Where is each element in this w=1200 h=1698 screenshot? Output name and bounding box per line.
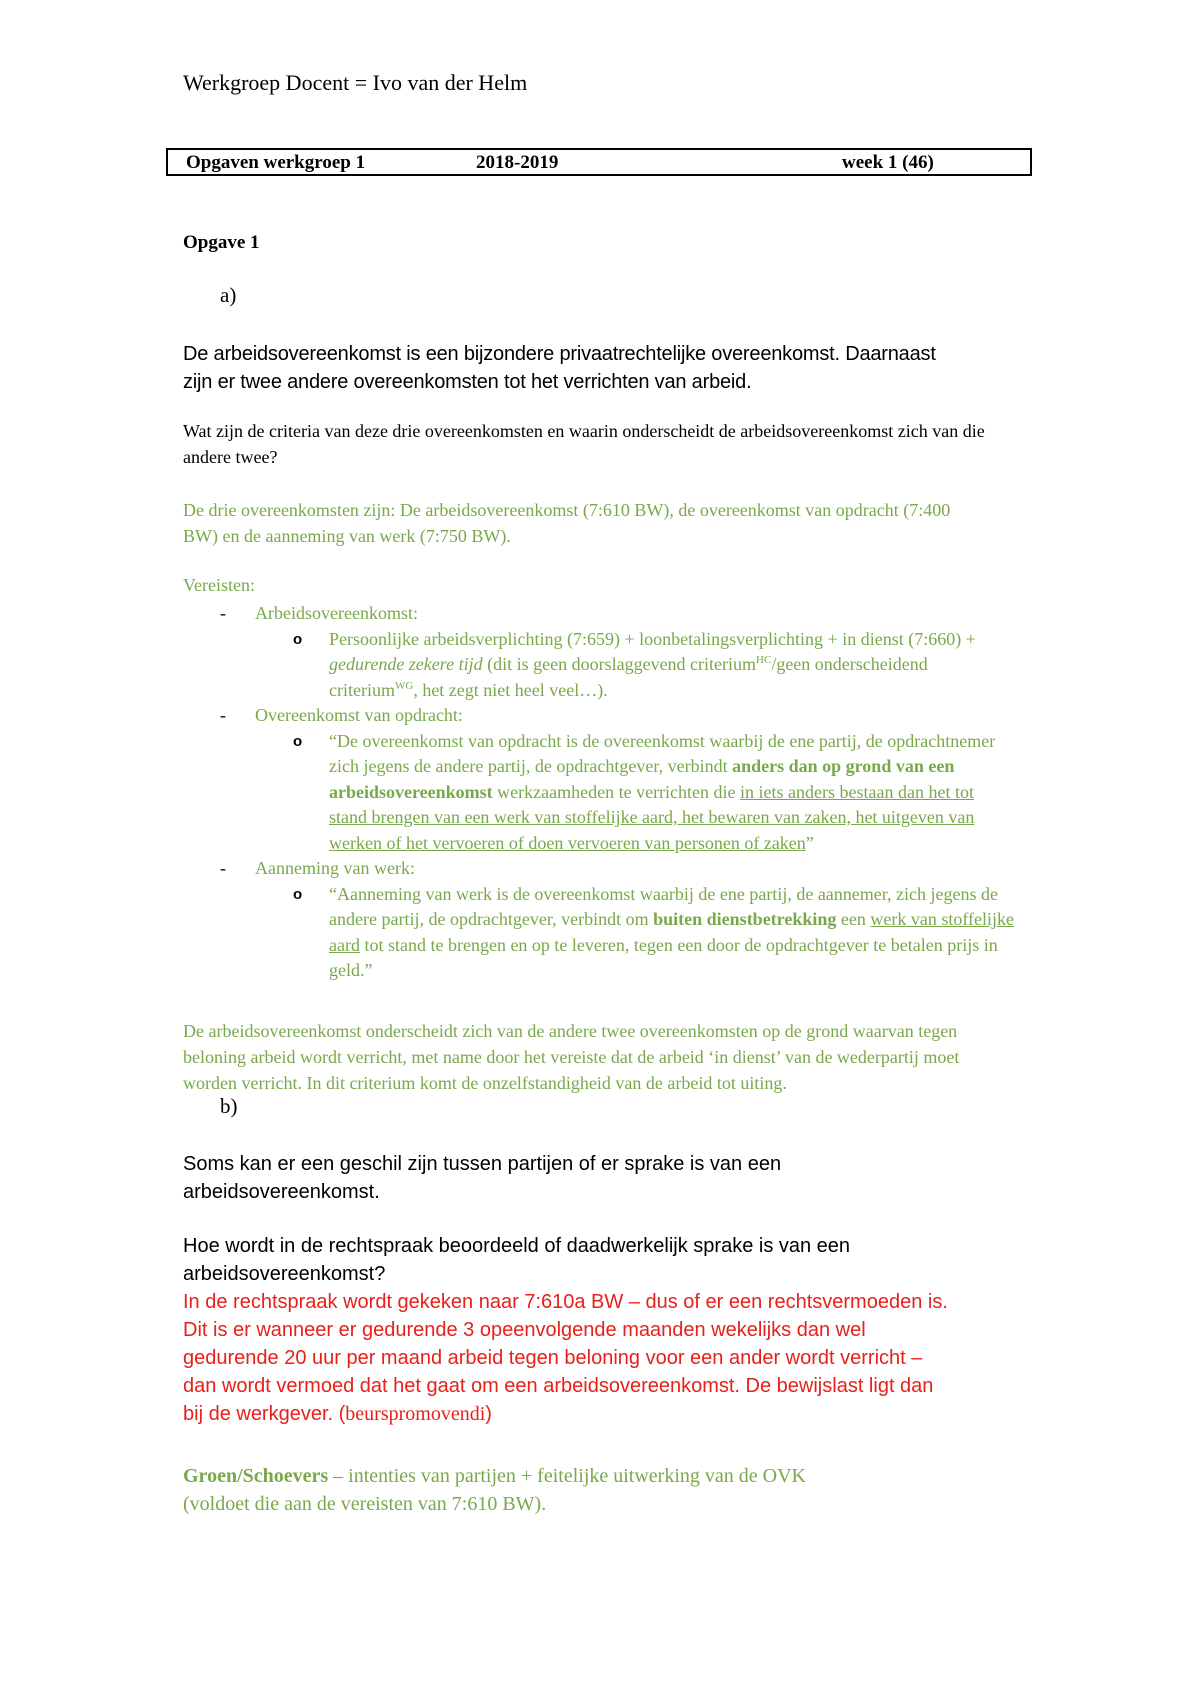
sub-list-item <box>183 882 1183 984</box>
item-text: “De overeenkomst van opdracht is de overeenkomst waarbij de ene partij, de opdrachtnemer <box>329 730 996 751</box>
item-underline: werk van stoffelijke <box>870 909 1014 929</box>
case-name: Groen/Schoevers <box>183 1465 329 1487</box>
item-text: tot stand te brengen en op te leveren, tegen een door de opdrachtgever te betalen prijs in <box>359 934 998 955</box>
question-line: Wat zijn de criteria van deze drie overeenkomsten en waarin onderscheidt de arbeidsovereenkomst zich van die <box>183 421 985 441</box>
case-text: – intenties van partijen + feitelijke uitwerking van de OVK <box>328 1465 806 1487</box>
circle-bullet-icon: o <box>293 732 303 750</box>
circle-bullet-icon: o <box>293 630 303 648</box>
item-bold: anders dan op grond van een <box>732 756 955 776</box>
part-b-question <box>183 1232 1043 1288</box>
list-item <box>183 703 1183 729</box>
part-a-intro <box>183 340 1043 396</box>
header-line: Werkgroep Docent = Ivo van der Helm <box>183 70 528 95</box>
title-middle: 2018-2019 <box>476 152 559 173</box>
item-text: geld.” <box>329 960 373 980</box>
case-reference <box>183 1462 1043 1518</box>
item-text: andere partij, de opdrachtgever, verbindt om <box>329 909 654 929</box>
intro-line: zijn er twee andere overeenkomsten tot het verrichten van arbeid. <box>183 371 752 393</box>
case-text: (voldoet die aan de vereisten van 7:610 BW). <box>183 1493 547 1515</box>
item-underline: werken of het vervoeren of doen vervoeren van personen of zaken <box>329 832 806 853</box>
title-right: week 1 (46) <box>842 152 934 173</box>
intro-line: arbeidsovereenkomst. <box>183 1181 380 1203</box>
item-text: werkzaamheden te verrichten die <box>492 781 741 802</box>
answer-line: Dit is er wanneer er gedurende 3 opeenvolgende maanden wekelijks dan wel <box>183 1319 866 1341</box>
sub-list-item <box>183 627 1183 704</box>
item-text: zich jegens de andere partij, de opdrachtgever, verbindt <box>329 756 733 776</box>
item-text: , het zegt niet heel veel…). <box>413 679 608 700</box>
item-underline: stand brengen van een werk van stoffelijke aard, het bewaren van zaken, het uitgeven van <box>329 807 975 827</box>
answer-line: In de rechtspraak wordt gekeken naar 7:610a BW – dus of er een rechtsvermoeden is. <box>183 1291 948 1313</box>
title-box <box>166 148 1032 176</box>
item-underline: in iets anders bestaan dan het tot <box>740 781 974 802</box>
item-bold: buiten dienstbetrekking <box>653 909 837 929</box>
part-b-answer <box>183 1288 1043 1428</box>
conclusion-line: De arbeidsovereenkomst onderscheidt zich van de andere twee overeenkomsten op de grond waarvan tegen <box>183 1021 958 1041</box>
part-a-answer <box>183 497 1183 549</box>
item-underline: aard <box>329 934 360 955</box>
conclusion-line: worden verricht. In dit criterium komt de onzelfstandigheid van de arbeid tot uiting. <box>183 1073 787 1093</box>
list-item <box>183 601 1183 627</box>
question-line: arbeidsovereenkomst? <box>183 1263 386 1285</box>
title-left: Opgaven werkgroep 1 <box>186 152 366 173</box>
item-bold: arbeidsovereenkomst <box>329 781 493 802</box>
part-a-label: a) <box>220 283 237 307</box>
dash-bullet: - <box>220 603 226 623</box>
answer-line: ) <box>485 1403 492 1425</box>
superscript: HC <box>756 654 772 666</box>
answer-line: gedurende 20 uur per maand arbeid tegen beloning voor een ander wordt verricht – <box>183 1347 923 1369</box>
conclusion-line: beloning arbeid wordt verricht, met name door het vereiste dat de arbeid ‘in dienst’ van de wederpartij moet <box>183 1047 960 1067</box>
list-item <box>183 856 1183 882</box>
answer-line: BW) en de aanneming van werk (7:750 BW). <box>183 526 511 546</box>
item-text: “Aanneming van werk is de overeenkomst waarbij de ene partij, de aannemer, zich jegens de <box>329 883 999 904</box>
part-a-conclusion <box>183 1018 1183 1096</box>
sub-list-item <box>183 729 1183 857</box>
question-line: Hoe wordt in de rechtspraak beoordeeld of daadwerkelijk sprake is van een <box>183 1235 851 1257</box>
criteria-list <box>183 601 1183 984</box>
dash-bullet: - <box>220 858 226 878</box>
list-item-label: Aanneming van werk: <box>255 858 415 878</box>
list-item-label: Arbeidsovereenkomst: <box>255 603 418 623</box>
part-a-question <box>183 418 1183 470</box>
question-line: andere twee? <box>183 447 278 467</box>
answer-line: De drie overeenkomsten zijn: De arbeidsovereenkomst (7:610 BW), de overeenkomst van opdracht (7:400 <box>183 500 951 520</box>
item-text: ” <box>805 832 814 853</box>
intro-line: De arbeidsovereenkomst is een bijzondere privaatrechtelijke overeenkomst. Daarnaast <box>183 343 936 365</box>
vereisten-heading: Vereisten: <box>183 575 255 595</box>
dash-bullet: - <box>220 705 226 725</box>
item-text: (dit is geen doorslaggevend criterium <box>482 654 757 674</box>
item-text: Persoonlijke arbeidsverplichting (7:659) + loonbetalingsverplichting + in dienst (7:660) + <box>329 628 976 649</box>
circle-bullet-icon: o <box>293 885 303 903</box>
answer-line: bij de werkgever. ( <box>183 1403 346 1425</box>
list-item-label: Overeenkomst van opdracht: <box>255 705 463 725</box>
item-text: een <box>836 909 871 929</box>
opgave-heading: Opgave 1 <box>183 232 260 253</box>
item-italic: gedurende zekere tijd <box>329 654 483 674</box>
superscript: WG <box>394 679 414 692</box>
item-text: /geen onderscheidend <box>771 654 928 674</box>
item-text: criterium <box>329 679 395 700</box>
intro-line: Soms kan er een geschil zijn tussen partijen of er sprake is van een <box>183 1153 782 1175</box>
part-b-intro <box>183 1150 923 1206</box>
answer-line: dan wordt vermoed dat het gaat om een arbeidsovereenkomst. De bewijslast ligt dan <box>183 1375 934 1397</box>
part-b-label: b) <box>220 1094 238 1118</box>
answer-bold: beurspromovendi <box>345 1403 486 1425</box>
